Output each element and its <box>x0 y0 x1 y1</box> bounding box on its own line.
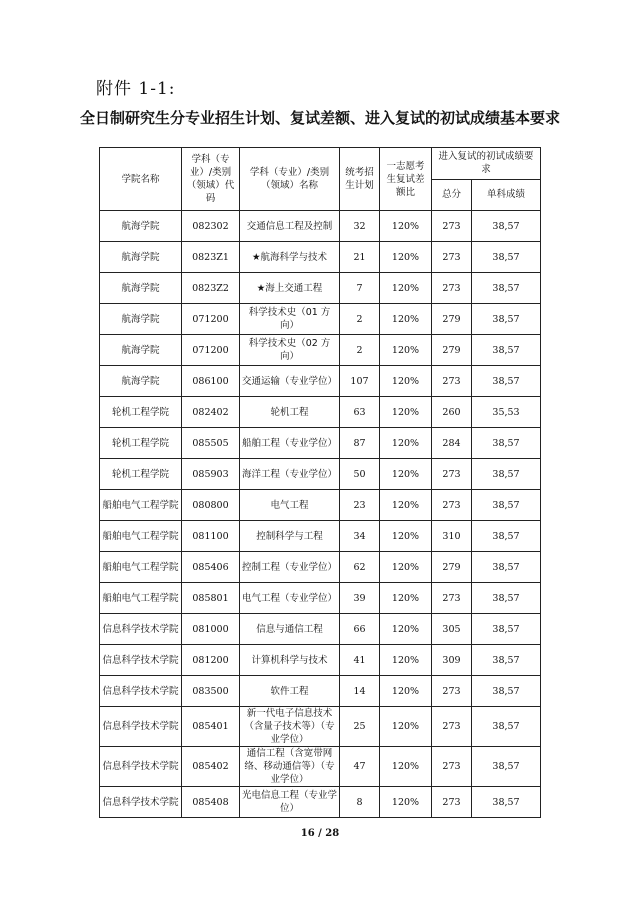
cell-total: 279 <box>432 304 472 335</box>
cell-ratio: 120% <box>380 273 432 304</box>
cell-total: 273 <box>432 366 472 397</box>
cell-name: ★航海科学与技术 <box>240 242 340 273</box>
cell-college: 轮机工程学院 <box>100 397 182 428</box>
cell-code: 0823Z1 <box>182 242 240 273</box>
cell-code: 086100 <box>182 366 240 397</box>
cell-college: 航海学院 <box>100 335 182 366</box>
cell-ratio: 120% <box>380 335 432 366</box>
table-row <box>100 428 541 459</box>
cell-total: 273 <box>432 676 472 707</box>
table-row <box>100 521 541 552</box>
cell-name: 计算机科学与技术 <box>240 645 340 676</box>
cell-quota: 34 <box>340 521 380 552</box>
cell-code: 085406 <box>182 552 240 583</box>
cell-name: 通信工程（含宽带网络、移动通信等）（专业学位） <box>240 747 340 787</box>
cell-code: 083500 <box>182 676 240 707</box>
table-row <box>100 335 541 366</box>
cell-code: 071200 <box>182 335 240 366</box>
cell-total: 305 <box>432 614 472 645</box>
cell-name: 电气工程（专业学位） <box>240 583 340 614</box>
table-row <box>100 304 541 335</box>
table-row <box>100 645 541 676</box>
cell-single: 38,57 <box>472 242 541 273</box>
cell-ratio: 120% <box>380 552 432 583</box>
cell-total: 273 <box>432 583 472 614</box>
cell-name: 新一代电子信息技术（含量子技术等）（专业学位） <box>240 707 340 747</box>
header-quota: 统考招生计划 <box>340 148 380 211</box>
page-number: 16 / 28 <box>300 828 340 839</box>
cell-ratio: 120% <box>380 583 432 614</box>
table-row <box>100 242 541 273</box>
cell-college: 轮机工程学院 <box>100 428 182 459</box>
cell-single: 38,57 <box>472 335 541 366</box>
cell-single: 38,57 <box>472 459 541 490</box>
cell-name: 科学技术史（02 方向） <box>240 335 340 366</box>
cell-college: 航海学院 <box>100 211 182 242</box>
table-row <box>100 397 541 428</box>
table-row <box>100 614 541 645</box>
cell-college: 航海学院 <box>100 304 182 335</box>
cell-total: 310 <box>432 521 472 552</box>
cell-quota: 107 <box>340 366 380 397</box>
cell-quota: 21 <box>340 242 380 273</box>
cell-ratio: 120% <box>380 490 432 521</box>
cell-ratio: 120% <box>380 614 432 645</box>
cell-ratio: 120% <box>380 787 432 818</box>
cell-total: 273 <box>432 747 472 787</box>
cell-quota: 23 <box>340 490 380 521</box>
cell-code: 082402 <box>182 397 240 428</box>
cell-name: 交通信息工程及控制 <box>240 211 340 242</box>
cell-single: 38,57 <box>472 645 541 676</box>
cell-total: 279 <box>432 335 472 366</box>
cell-quota: 14 <box>340 676 380 707</box>
cell-name: 控制工程（专业学位） <box>240 552 340 583</box>
cell-college: 信息科学技术学院 <box>100 676 182 707</box>
cell-single: 38,57 <box>472 707 541 747</box>
cell-code: 081100 <box>182 521 240 552</box>
cell-quota: 47 <box>340 747 380 787</box>
document-title: 全日制研究生分专业招生计划、复试差额、进入复试的初试成绩基本要求 <box>79 109 560 127</box>
cell-college: 信息科学技术学院 <box>100 787 182 818</box>
cell-ratio: 120% <box>380 428 432 459</box>
cell-name: 信息与通信工程 <box>240 614 340 645</box>
table-row <box>100 787 541 818</box>
cell-college: 船舶电气工程学院 <box>100 552 182 583</box>
table-row <box>100 366 541 397</box>
header-requirement-group: 进入复试的初试成绩要求 <box>432 148 541 180</box>
table-row <box>100 676 541 707</box>
cell-name: 船舶工程（专业学位） <box>240 428 340 459</box>
header-name: 学科（专业）/类别（领域）名称 <box>240 148 340 211</box>
cell-name: 科学技术史（01 方向） <box>240 304 340 335</box>
cell-quota: 32 <box>340 211 380 242</box>
cell-total: 273 <box>432 459 472 490</box>
cell-single: 38,57 <box>472 583 541 614</box>
cell-total: 279 <box>432 552 472 583</box>
table-body <box>100 211 541 818</box>
cell-total: 309 <box>432 645 472 676</box>
cell-total: 273 <box>432 273 472 304</box>
cell-ratio: 120% <box>380 521 432 552</box>
cell-quota: 39 <box>340 583 380 614</box>
cell-ratio: 120% <box>380 242 432 273</box>
cell-college: 信息科学技术学院 <box>100 614 182 645</box>
cell-name: 轮机工程 <box>240 397 340 428</box>
cell-college: 船舶电气工程学院 <box>100 583 182 614</box>
cell-single: 38,57 <box>472 614 541 645</box>
cell-quota: 7 <box>340 273 380 304</box>
cell-quota: 25 <box>340 707 380 747</box>
cell-code: 085903 <box>182 459 240 490</box>
cell-code: 085408 <box>182 787 240 818</box>
header-single: 单科成绩 <box>472 179 541 211</box>
cell-college: 信息科学技术学院 <box>100 645 182 676</box>
cell-ratio: 120% <box>380 676 432 707</box>
cell-name: 交通运输（专业学位） <box>240 366 340 397</box>
cell-name: 电气工程 <box>240 490 340 521</box>
cell-ratio: 120% <box>380 397 432 428</box>
admission-table <box>99 147 541 818</box>
cell-code: 081000 <box>182 614 240 645</box>
cell-ratio: 120% <box>380 366 432 397</box>
cell-code: 082302 <box>182 211 240 242</box>
table-row <box>100 747 541 787</box>
cell-total: 273 <box>432 211 472 242</box>
cell-ratio: 120% <box>380 645 432 676</box>
cell-code: 071200 <box>182 304 240 335</box>
cell-name: 光电信息工程（专业学位） <box>240 787 340 818</box>
cell-single: 38,57 <box>472 366 541 397</box>
cell-quota: 50 <box>340 459 380 490</box>
cell-code: 0823Z2 <box>182 273 240 304</box>
header-code: 学科（专业）/类别（领域）代码 <box>182 148 240 211</box>
cell-ratio: 120% <box>380 707 432 747</box>
cell-single: 38,57 <box>472 490 541 521</box>
cell-single: 38,57 <box>472 304 541 335</box>
cell-ratio: 120% <box>380 459 432 490</box>
header-total: 总分 <box>432 179 472 211</box>
cell-name: 海洋工程（专业学位） <box>240 459 340 490</box>
cell-code: 085402 <box>182 747 240 787</box>
cell-college: 轮机工程学院 <box>100 459 182 490</box>
cell-quota: 87 <box>340 428 380 459</box>
cell-code: 080800 <box>182 490 240 521</box>
header-college: 学院名称 <box>100 148 182 211</box>
table-row <box>100 490 541 521</box>
cell-code: 085505 <box>182 428 240 459</box>
cell-quota: 62 <box>340 552 380 583</box>
cell-name: 软件工程 <box>240 676 340 707</box>
cell-single: 38,57 <box>472 787 541 818</box>
table-row <box>100 273 541 304</box>
cell-quota: 2 <box>340 304 380 335</box>
cell-total: 260 <box>432 397 472 428</box>
cell-college: 船舶电气工程学院 <box>100 521 182 552</box>
cell-quota: 8 <box>340 787 380 818</box>
cell-single: 35,53 <box>472 397 541 428</box>
cell-quota: 66 <box>340 614 380 645</box>
cell-code: 085801 <box>182 583 240 614</box>
cell-ratio: 120% <box>380 747 432 787</box>
table-row <box>100 707 541 747</box>
cell-single: 38,57 <box>472 747 541 787</box>
cell-single: 38,57 <box>472 676 541 707</box>
table-row <box>100 459 541 490</box>
table-row <box>100 583 541 614</box>
cell-ratio: 120% <box>380 304 432 335</box>
header-ratio: 一志愿考生复试差额比 <box>380 148 432 211</box>
cell-college: 航海学院 <box>100 273 182 304</box>
cell-college: 船舶电气工程学院 <box>100 490 182 521</box>
cell-code: 085401 <box>182 707 240 747</box>
cell-college: 航海学院 <box>100 366 182 397</box>
cell-single: 38,57 <box>472 211 541 242</box>
cell-single: 38,57 <box>472 428 541 459</box>
cell-college: 信息科学技术学院 <box>100 707 182 747</box>
cell-total: 273 <box>432 787 472 818</box>
cell-total: 273 <box>432 242 472 273</box>
cell-code: 081200 <box>182 645 240 676</box>
cell-quota: 41 <box>340 645 380 676</box>
cell-single: 38,57 <box>472 273 541 304</box>
cell-quota: 2 <box>340 335 380 366</box>
cell-single: 38,57 <box>472 521 541 552</box>
cell-total: 273 <box>432 707 472 747</box>
cell-single: 38,57 <box>472 552 541 583</box>
table-row <box>100 552 541 583</box>
cell-name: ★海上交通工程 <box>240 273 340 304</box>
cell-college: 航海学院 <box>100 242 182 273</box>
cell-quota: 63 <box>340 397 380 428</box>
attachment-label: 附件 1-1: <box>96 79 176 99</box>
cell-college: 信息科学技术学院 <box>100 747 182 787</box>
cell-total: 284 <box>432 428 472 459</box>
cell-name: 控制科学与工程 <box>240 521 340 552</box>
cell-ratio: 120% <box>380 211 432 242</box>
table-row <box>100 211 541 242</box>
cell-total: 273 <box>432 490 472 521</box>
